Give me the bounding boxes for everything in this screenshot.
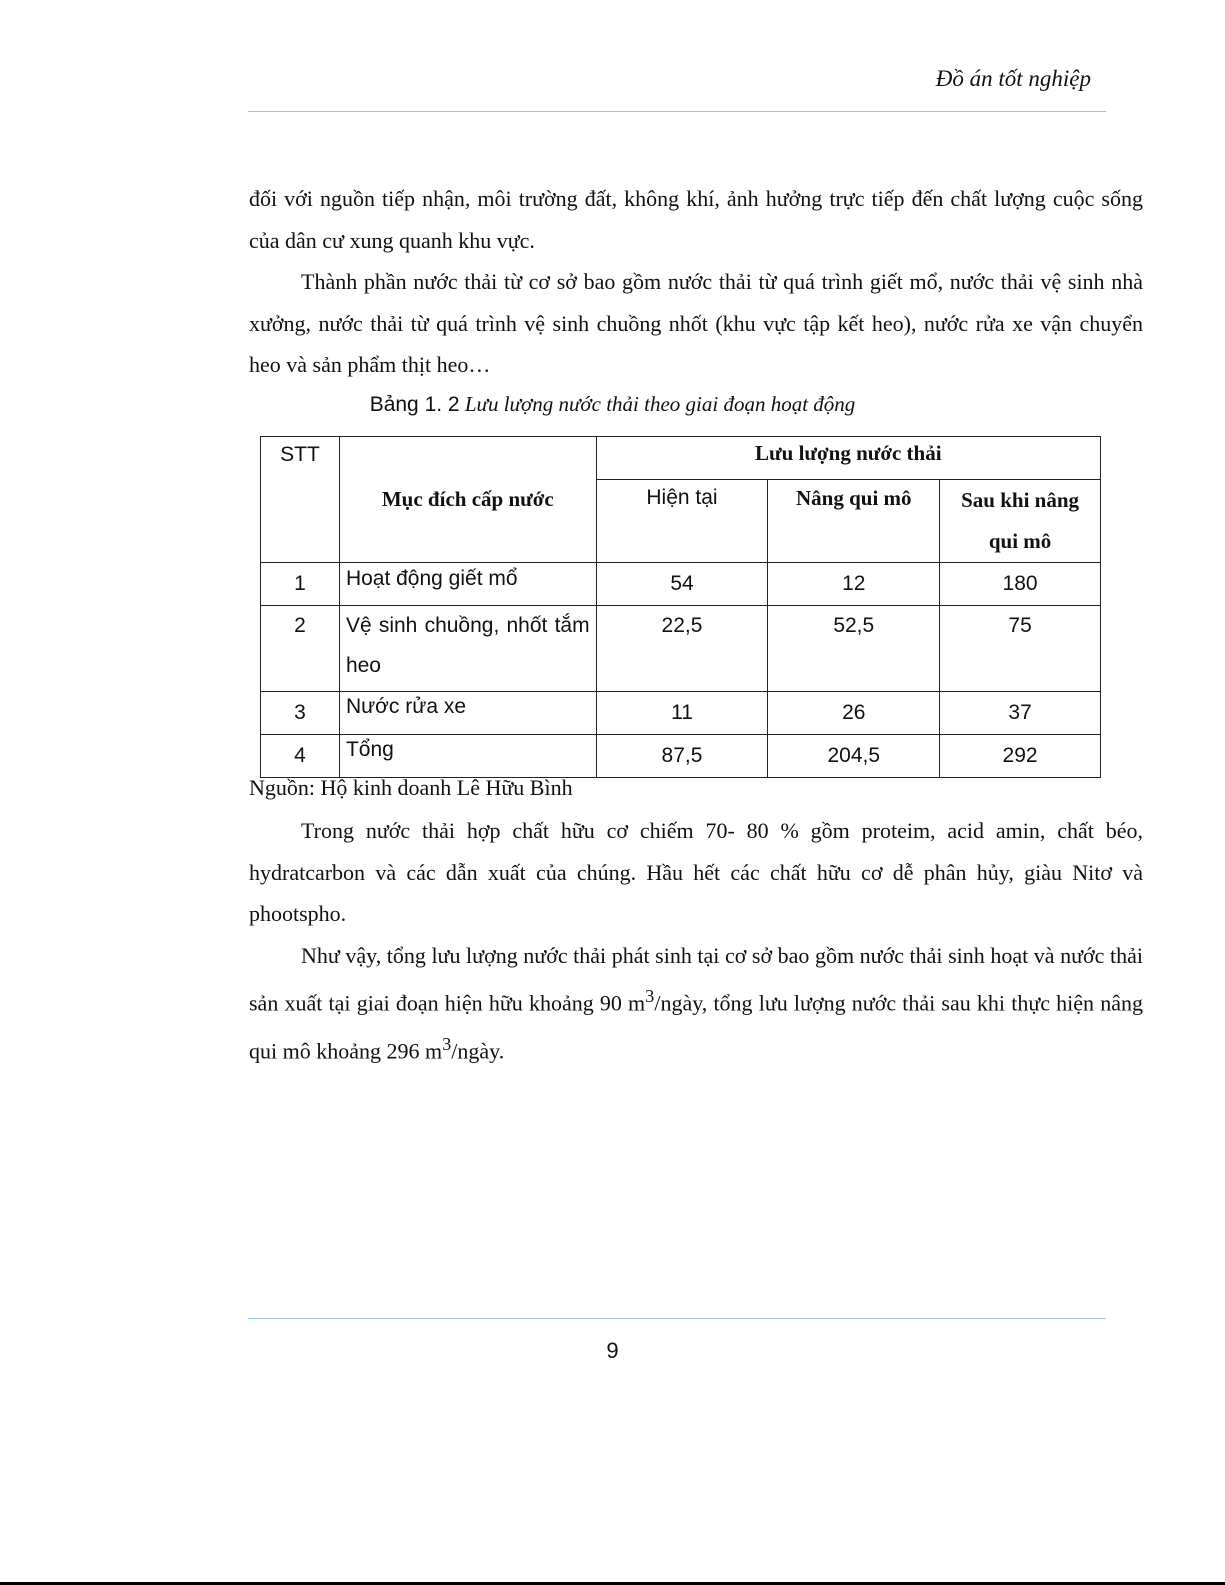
footer-rule <box>248 1318 1106 1319</box>
row-1-after: 180 <box>940 563 1101 606</box>
row-2-upgrade: 52,5 <box>768 606 940 692</box>
paragraph-4-part-3: /ngày. <box>451 1038 505 1064</box>
bottom-text-block <box>249 810 1143 1072</box>
header-flow-group: Lưu lượng nước thải <box>596 437 1100 480</box>
header-title: Đồ án tốt nghiệp <box>935 66 1091 91</box>
row-4-stt: 4 <box>261 735 340 778</box>
table-caption-label: Bảng 1. 2 <box>369 393 460 416</box>
paragraph-3: Trong nước thải hợp chất hữu cơ chiếm 70- 80 % gồm proteim, acid amin, chất béo, hydratcarbon và các dẫn xuất của chúng. Hầu hết các chất hữu cơ dễ phân hủy, giàu Nitơ và phootspho. <box>249 818 1143 926</box>
row-4-purpose: Tổng <box>339 735 596 778</box>
page-number: 9 <box>606 1338 619 1363</box>
table-caption-title: Lưu lượng nước thải theo giai đoạn hoạt động <box>464 392 856 416</box>
paragraph-1: đối với nguồn tiếp nhận, môi trường đất, không khí, ảnh hưởng trực tiếp đến chất lượng cuộc sống của dân cư xung quanh khu vực. <box>249 186 1143 253</box>
paragraph-4 <box>249 935 1143 1072</box>
row-3-upgrade: 26 <box>768 692 940 735</box>
header-purpose: Mục đích cấp nước <box>339 437 596 563</box>
row-4-after: 292 <box>940 735 1101 778</box>
row-4-current: 87,5 <box>596 735 768 778</box>
row-3-after: 37 <box>940 692 1101 735</box>
cubic-superscript-2: 3 <box>442 1033 452 1054</box>
paragraph-4-part-1: Như vậy, tổng lưu lượng nước thải phát sinh tại cơ sở bao gồm nước thải sinh hoạt và nước thải sản xuất tại giai đoạn hiện hữu khoảng 90 m <box>249 942 1143 1016</box>
row-2-after: 75 <box>940 606 1101 692</box>
header-rule <box>248 111 1106 112</box>
paragraph-4-part-2: /ngày, tổng lưu lượng nước thải sau khi thực hiện nâng qui mô khoảng 296 m <box>249 990 1143 1064</box>
header-stt: STT <box>261 437 340 563</box>
top-text-block <box>249 178 1143 386</box>
row-2-current: 22,5 <box>596 606 768 692</box>
row-3-stt: 3 <box>261 692 340 735</box>
row-1-upgrade: 12 <box>768 563 940 606</box>
table-caption <box>0 392 1225 417</box>
row-2-purpose: Vệ sinh chuồng, nhốt tắm heo <box>339 606 596 692</box>
row-1-stt: 1 <box>261 563 340 606</box>
row-4-upgrade: 204,5 <box>768 735 940 778</box>
row-3-purpose: Nước rửa xe <box>339 692 596 735</box>
header-current: Hiện tại <box>596 480 768 563</box>
header-upgrade: Nâng qui mô <box>768 480 940 563</box>
row-2-stt: 2 <box>261 606 340 692</box>
paragraph-2: Thành phần nước thải từ cơ sở bao gồm nước thải từ quá trình giết mổ, nước thải vệ sinh nhà xưởng, nước thải từ quá trình vệ sinh chuồng nhốt (khu vực tập kết heo), nước rửa xe vận chuyển heo và sản phẩm thịt heo… <box>249 269 1143 377</box>
header-after: Sau khi nâng qui mô <box>940 480 1101 563</box>
wastewater-table <box>260 436 1101 778</box>
cubic-superscript-1: 3 <box>645 986 655 1006</box>
table-source: Nguồn: Hộ kinh doanh Lê Hữu Bình <box>249 775 573 800</box>
row-3-current: 11 <box>596 692 768 735</box>
row-1-purpose: Hoạt động giết mổ <box>339 563 596 606</box>
row-1-current: 54 <box>596 563 768 606</box>
